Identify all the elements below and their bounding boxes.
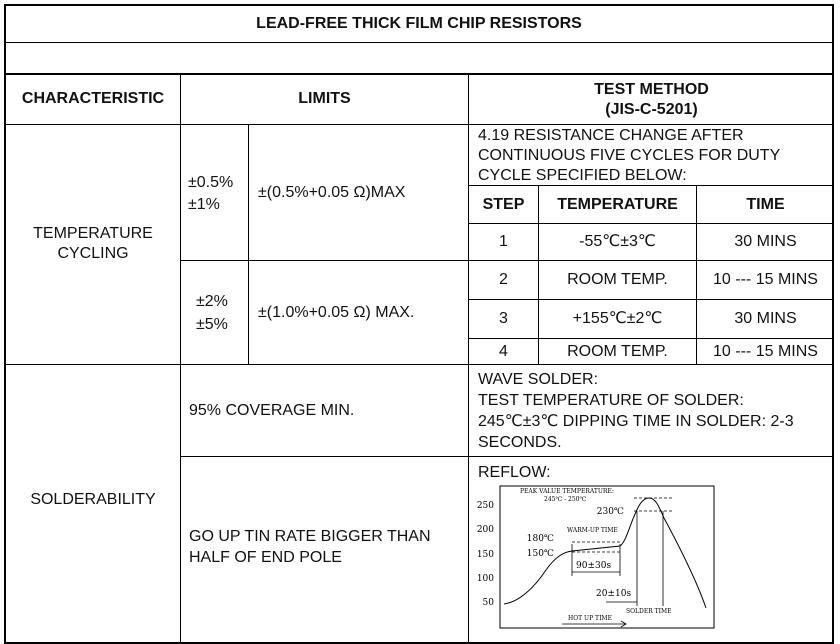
solder-time-label: SOLDER TIME [626,608,672,615]
limit-group-2: ±(1.0%+0.05 Ω) MAX. [258,303,415,321]
method-line: WAVE SOLDER: [478,371,599,388]
tolerance-value: ±0.5% [188,174,234,191]
tolerance-group-2 [196,290,248,338]
reflow-limit [189,526,468,570]
step-column-header: STEP [482,195,525,213]
step-cell: 1 [499,233,508,250]
method-line: SECONDS. [478,434,562,451]
y-tick-label: 250 [476,501,494,511]
temperature-cycling-line2: CYCLING [57,245,129,262]
wave-limit: 95% COVERAGE MIN. [189,401,355,419]
method-line: 245℃±3℃ DIPPING TIME IN SOLDER: 2-3 [478,413,794,430]
temperature-230-label: 230℃ [596,507,624,517]
rule [180,456,834,457]
step-cell: 2 [499,271,508,288]
reflow-method-label: REFLOW: [478,464,551,481]
rule [180,73,181,643]
y-tick-label: 150 [476,550,494,560]
header-characteristic: CHARACTERISTIC [21,90,165,107]
warm-up-duration-label: 90±30s [576,561,612,571]
time-cell: 10 --- 15 MINS [713,342,818,360]
limit-group-1: ±(0.5%+0.05 Ω)MAX [258,183,406,201]
method-line: 4.19 RESISTANCE CHANGE AFTER [478,127,744,144]
solder-time-value: 20±10s [596,589,632,599]
time-cell: 30 MINS [734,233,797,250]
header-test-method [469,80,834,120]
peak-temperature-range: 245℃ - 250℃ [544,496,587,503]
temperature-cycling-method [478,125,834,185]
time-cell: 30 MINS [734,310,797,327]
method-line: TEST TEMPERATURE OF SOLDER: [478,392,744,409]
temperature-cell: +155℃±2℃ [572,310,663,327]
peak-temperature-label: PEAK VALUE TEMPERATURE: [520,488,614,495]
limit-line: GO UP TIN RATE BIGGER THAN [189,528,431,545]
temperature-150-label: 150℃ [526,549,554,559]
tolerance-value: ±1% [188,196,220,213]
method-line: CYCLE SPECIFIED BELOW: [478,167,687,184]
header-test-method-line1: TEST METHOD [594,81,709,98]
time-cell: 10 --- 15 MINS [713,271,818,288]
tolerance-group-1 [188,172,248,220]
solderability-label: SOLDERABILITY [30,491,156,508]
hot-up-time-label: HOT UP TIME [568,615,612,622]
y-tick-label: 50 [482,598,494,608]
time-column-header: TIME [746,195,785,213]
method-line: CONTINUOUS FIVE CYCLES FOR DUTY [478,147,781,164]
tolerance-value: ±2% [196,293,228,310]
temperature-cell: ROOM TEMP. [567,342,668,360]
temperature-180-label: 180℃ [526,534,554,544]
rule [4,42,834,43]
temperature-cycling-label [6,224,180,264]
reflow-profile-graph [474,484,720,631]
temperature-cycling-line1: TEMPERATURE [33,225,153,242]
wave-method [478,369,834,455]
warm-up-time-label: WARM-UP TIME [567,527,618,534]
page-title: LEAD-FREE THICK FILM CHIP RESISTORS [256,15,582,32]
temperature-cell: ROOM TEMP. [567,271,668,288]
header-limits: LIMITS [298,90,351,107]
y-tick-label: 100 [476,574,494,584]
temperature-cell: -55℃±3℃ [579,233,656,250]
y-tick-label: 200 [476,525,494,535]
rule [248,124,249,364]
temperature-column-header: TEMPERATURE [557,195,678,213]
tolerance-value: ±5% [196,316,228,333]
header-test-method-line2: (JIS-C-5201) [605,101,698,118]
step-cell: 4 [499,342,508,360]
step-cell: 3 [499,310,508,327]
limit-line: HALF OF END POLE [189,549,342,566]
